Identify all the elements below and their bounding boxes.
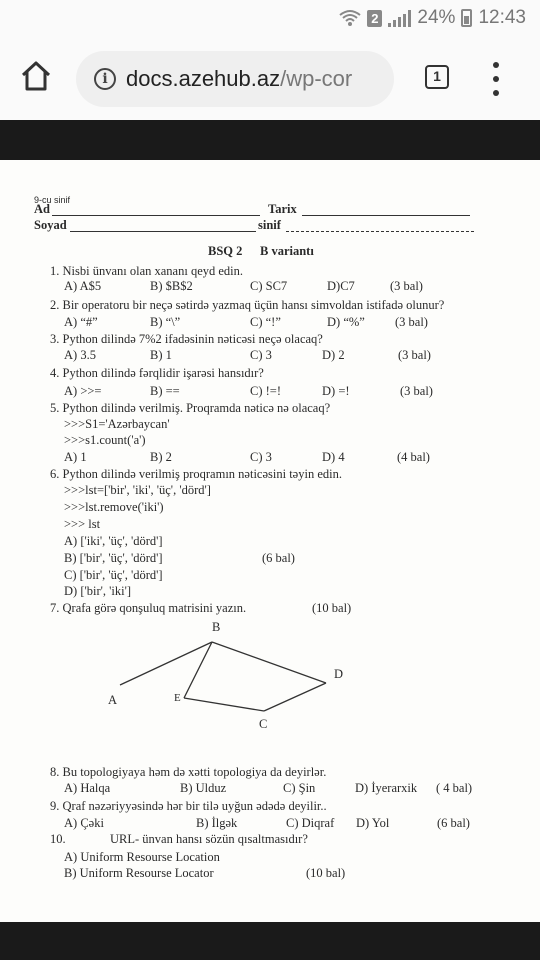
url-host: docs.azehub.az [126,66,281,91]
q8-option-d: D) İyerarxik [355,781,418,795]
dark-band-top [0,120,540,160]
q8-option-c: C) Şin [283,781,316,795]
q10-option-b: B) Uniform Resourse Locator [64,866,214,880]
url-path: /wp-cor [280,66,353,91]
q4-option-a: A) >>= [64,384,102,398]
grade-label: 9-cu sinif [34,195,71,205]
q1-points: (3 bal) [390,279,423,293]
q5-option-c: C) 3 [250,450,272,464]
node-d: D [334,667,344,681]
status-bar [0,0,540,36]
q3-points: (3 bal) [398,348,431,362]
node-c: C [259,717,268,731]
q6-option-a: A) ['iki', 'üç', 'dörd'] [64,534,163,548]
q10-option-a: A) Uniform Resourse Location [64,850,220,864]
q9-option-a: A) Çəki [64,816,104,830]
status-icons [339,7,526,29]
q2-option-d: D) “%” [327,315,365,329]
q5-code-line-2: >>>s1.count('a') [64,433,146,447]
wifi-icon [339,9,361,27]
info-icon[interactable]: i [94,68,116,90]
graph-diagram [100,620,360,742]
question-2: 2. Bir operatoru bir neçə sətirdə yazmaq üçün hansı simvoldan istifadə olunur? [50,298,445,312]
test-variant: B variantı [260,244,314,258]
node-a: A [108,693,118,707]
q5-option-b: B) 2 [150,450,172,464]
edge-e-c [184,698,264,711]
q8-option-a: A) Halqa [64,781,111,795]
q2-option-a: A) “#” [64,315,98,329]
question-5: 5. Python dilində verilmiş. Proqramda nəticə nə olacaq? [50,401,331,415]
q6-code-line-3: >>> lst [64,517,101,531]
surname-label: Soyad [34,218,67,232]
document-page [0,160,540,922]
url-bar[interactable] [76,51,394,107]
q4-option-c: C) !=! [250,384,281,398]
q1-option-c: C) SC7 [250,279,288,293]
date-label: Tarix [268,202,297,216]
dark-band-bottom [0,922,540,960]
q9-option-b: B) İlgək [196,816,238,830]
q5-points: (4 bal) [397,450,430,464]
question-1: 1. Nisbi ünvanı olan xananı qeyd edin. [50,264,244,278]
surname-line [70,231,256,232]
q9-option-d: D) Yol [356,816,390,830]
sim-badge: 2 [367,10,382,27]
q1-option-d: D)C7 [327,279,355,293]
question-7: 7. Qrafa görə qonşuluq matrisini yazın. [50,601,247,615]
edge-b-e [184,642,212,698]
q5-option-d: D) 4 [322,450,345,464]
edge-a-b [120,642,212,685]
q5-code-line-1: >>>S1='Azərbaycan' [64,417,170,431]
q8-points: ( 4 bal) [436,781,473,795]
home-icon[interactable] [20,60,52,92]
question-9: 9. Qraf nəzəriyyəsində hər bir tilə uyğun ədədə deyilir.. [50,799,327,813]
q1-option-b: B) $B$2 [150,279,193,293]
name-label: Ad [34,202,50,216]
q2-points: (3 bal) [395,315,428,329]
q3-option-c: C) 3 [250,348,272,362]
clock: 12:43 [478,7,526,28]
q5-option-a: A) 1 [64,450,87,464]
question-3: 3. Python dilində 7%2 ifadəsinin nəticəsi neçə olacaq? [50,332,323,346]
q10-points: (10 bal) [306,866,346,880]
signal-icon [388,10,411,27]
overflow-menu-icon[interactable] [490,62,502,96]
class-label: sinif [258,218,281,232]
question-10: URL- ünvan hansı sözün qısaltmasıdır? [110,832,308,846]
edge-b-d [212,642,326,683]
q8-option-b: B) Ulduz [180,781,227,795]
question-10-number: 10. [50,832,66,846]
q6-option-d: D) ['bir', 'iki'] [64,584,131,598]
node-b: B [212,620,221,634]
q6-option-b: B) ['bir', 'üç', 'dörd'] [64,551,163,565]
battery-icon [461,9,472,27]
q6-points: (6 bal) [262,551,295,565]
class-line [286,231,474,232]
question-4: 4. Python dilində fərqlidir işarəsi hansıdır? [50,366,264,380]
q6-code-line-1: >>>lst=['bir', 'iki', 'üç', 'dörd'] [64,483,211,497]
battery-percent: 24% [417,7,456,28]
q9-option-c: C) Diqraf [286,816,335,830]
q2-option-c: C) “!” [250,315,281,329]
edge-c-d [264,683,326,711]
q7-points: (10 bal) [312,601,352,615]
q6-option-c: C) ['bir', 'üç', 'dörd'] [64,568,163,582]
q4-points: (3 bal) [400,384,433,398]
date-line [302,215,470,216]
q3-option-d: D) 2 [322,348,345,362]
tabs-icon[interactable]: 1 [425,65,449,89]
name-line [52,215,260,216]
node-e: E [174,692,181,704]
test-title: BSQ 2 [208,244,243,258]
q2-option-b: B) “\” [150,315,181,329]
q4-option-b: B) == [150,384,180,398]
q6-code-line-2: >>>lst.remove('iki') [64,500,164,514]
q9-points: (6 bal) [437,816,470,830]
q1-option-a: A) A$5 [64,279,102,293]
question-8: 8. Bu topologiyaya həm də xətti topologiya da deyirlər. [50,765,327,779]
q3-option-a: A) 3.5 [64,348,96,362]
browser-toolbar [0,36,540,120]
q4-option-d: D) =! [322,384,350,398]
q3-option-b: B) 1 [150,348,172,362]
question-6: 6. Python dilində verilmiş proqramın nəticəsini təyin edin. [50,467,342,481]
